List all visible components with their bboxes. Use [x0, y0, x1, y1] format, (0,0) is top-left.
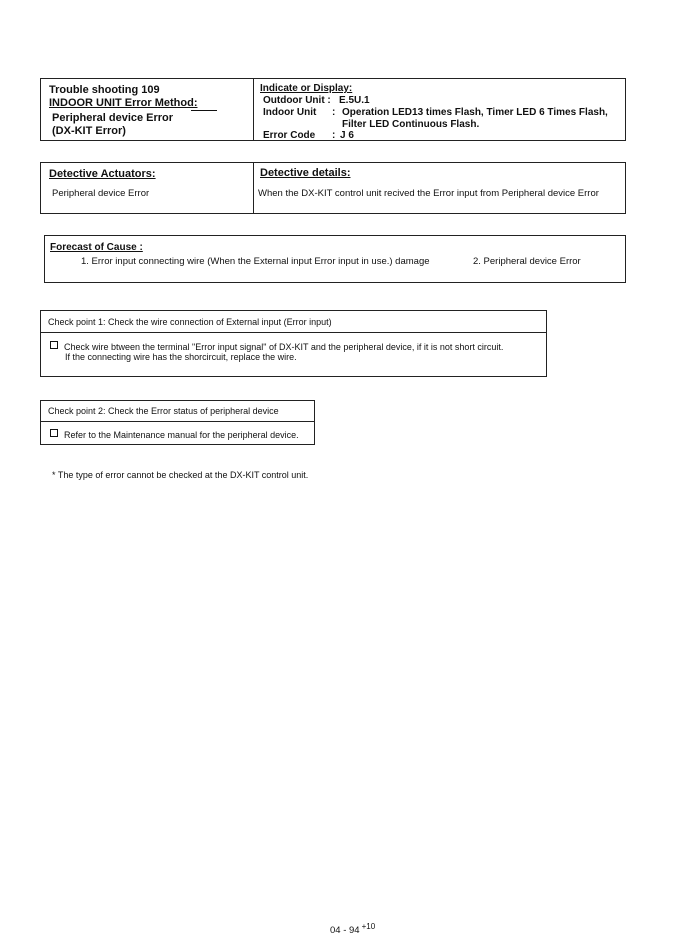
indoor-unit-value-line2: Filter LED Continuous Flash.	[342, 119, 480, 130]
checkpoint-1-item	[50, 341, 503, 352]
error-method-label: INDOOR UNIT Error Method:	[49, 97, 198, 109]
checkpoint-1-line2: If the connecting wire has the shorcircuit, replace the wire.	[65, 352, 297, 362]
checkpoint-2-title: Check point 2: Check the Error status of peripheral device	[48, 406, 279, 416]
checkbox-icon	[50, 429, 58, 437]
detective-actuators-value: Peripheral device Error	[52, 188, 150, 199]
checkpoint-1-line1: Check wire btween the terminal "Error input signal" of DX-KIT and the peripheral device, if it is not short circuit.	[64, 342, 504, 352]
error-code-value: J 6	[340, 130, 354, 141]
outdoor-unit-label: Outdoor Unit :	[263, 95, 331, 106]
page-number	[330, 922, 375, 936]
detective-details-value: When the DX-KIT control unit recived the Error input from Peripheral device Error	[258, 188, 599, 199]
indicate-display-label: Indicate or Display:	[260, 83, 353, 94]
forecast-cause-1: 1. Error input connecting wire (When the External input Error input in use.) damage	[81, 256, 430, 267]
detective-actuators-label: Detective Actuators:	[49, 168, 156, 180]
forecast-box	[44, 235, 626, 283]
header-box	[40, 78, 626, 141]
checkpoint-2-item	[50, 429, 299, 440]
detective-details-label: Detective details:	[260, 167, 351, 179]
checkpoint-1-box	[40, 310, 547, 377]
error-name-line2: (DX-KIT Error)	[52, 125, 126, 137]
header-divider	[253, 79, 254, 140]
detective-divider	[253, 163, 254, 213]
checkbox-icon	[50, 341, 58, 349]
checkpoint-1-title: Check point 1: Check the wire connection of External input (Error input)	[48, 317, 332, 327]
indoor-unit-label: Indoor Unit	[263, 107, 317, 118]
checkpoint-2-line1: Refer to the Maintenance manual for the peripheral device.	[64, 430, 299, 440]
method-underline-ext	[191, 110, 217, 111]
outdoor-unit-value: E.5U.1	[339, 95, 370, 106]
indoor-unit-colon: :	[332, 107, 336, 118]
indoor-unit-value-line1: Operation LED13 times Flash, Timer LED 6 Times Flash,	[342, 107, 608, 118]
detective-box	[40, 162, 626, 214]
footnote: * The type of error cannot be checked at the DX-KIT control unit.	[52, 470, 309, 480]
trouble-shooting-title: Trouble shooting 109	[49, 84, 160, 96]
error-code-label: Error Code	[263, 130, 316, 141]
forecast-cause-2: 2. Peripheral device Error	[473, 256, 581, 267]
error-name-line1: Peripheral device Error	[52, 112, 174, 124]
page-number-text: 04 - 94	[330, 925, 360, 937]
forecast-label: Forecast of Cause :	[50, 242, 143, 253]
error-code-colon: :	[332, 130, 336, 141]
checkpoint-2-box	[40, 400, 315, 445]
page-number-superscript: +10	[361, 922, 376, 931]
checkpoint-1-divider	[41, 332, 546, 333]
checkpoint-2-divider	[41, 421, 314, 422]
